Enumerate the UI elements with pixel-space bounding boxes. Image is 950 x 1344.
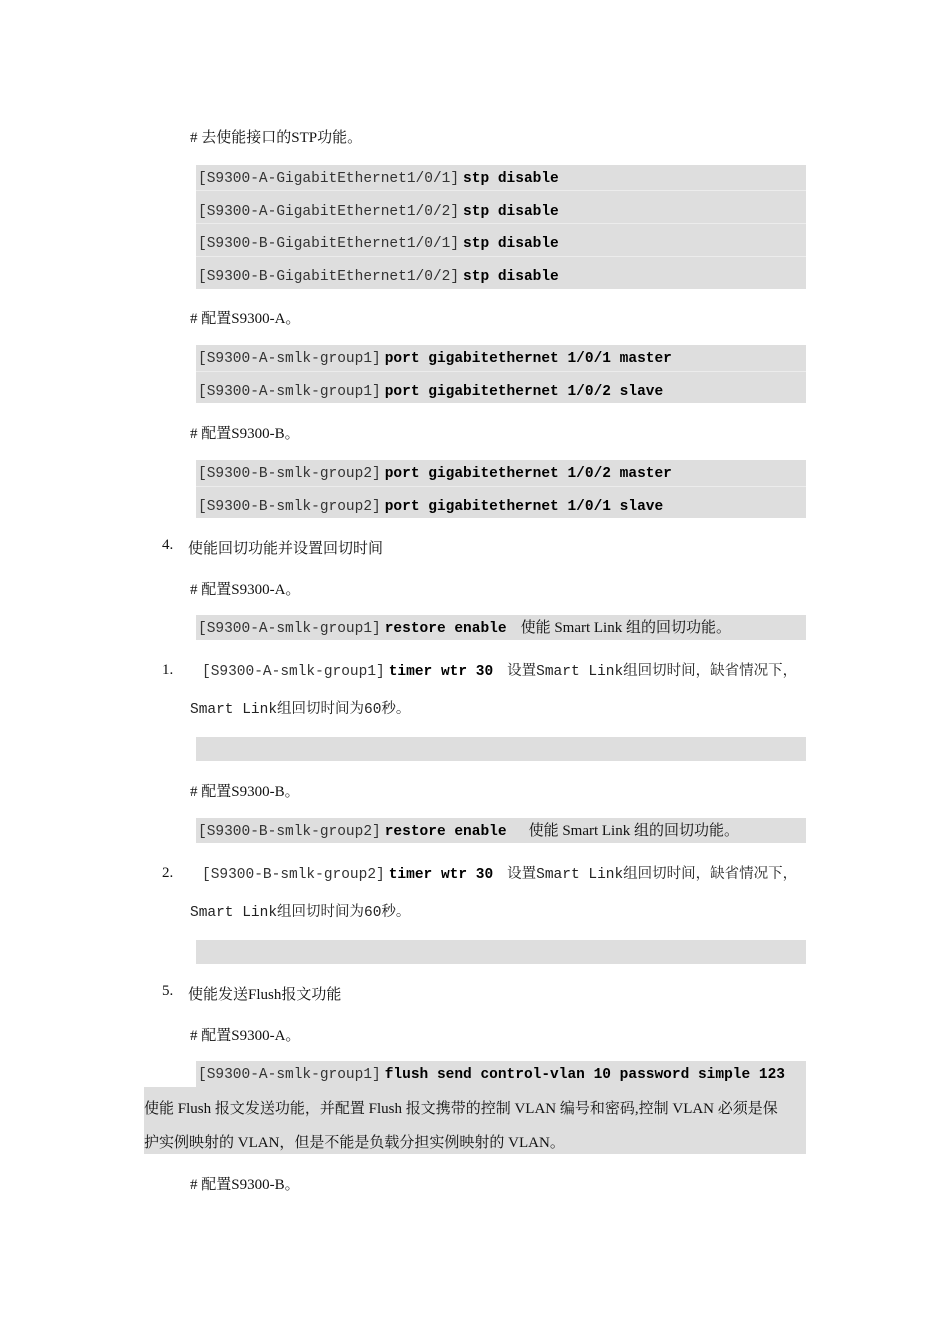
flush-note-line: 使能 Flush 报文发送功能，并配置 Flush 报文携带的控制 VLAN 编号和密码,控制 VLAN 必须是保 bbox=[144, 1101, 778, 1117]
config-a-heading: # 配置S9300-A。 bbox=[190, 311, 301, 327]
code-line bbox=[198, 494, 663, 518]
timer-note-continued: Smart Link组回切时间为60秒。 bbox=[190, 905, 411, 921]
code-divider bbox=[196, 190, 806, 191]
step-title: 使能发送Flush报文功能 bbox=[188, 987, 342, 1003]
code-comment: 设置Smart Link组回切时间，缺省情况下， bbox=[507, 664, 798, 680]
code-line bbox=[198, 166, 559, 190]
code-command: port gigabitethernet 1/0/1 master bbox=[384, 351, 672, 367]
code-comment: 使能 Smart Link 组的回切功能。 bbox=[520, 620, 731, 636]
step-title: 使能回切功能并设置回切时间 bbox=[188, 541, 384, 557]
empty-code-block bbox=[196, 737, 806, 761]
code-command: stp disable bbox=[463, 236, 559, 252]
code-command: timer wtr 30 bbox=[388, 664, 494, 680]
config-b-heading: # 配置S9300-B。 bbox=[190, 1177, 300, 1193]
empty-code-block bbox=[196, 940, 806, 964]
code-prompt: [S9300-A-smlk-group1] bbox=[198, 1067, 381, 1083]
code-comment: 使能 Smart Link 组的回切功能。 bbox=[528, 823, 739, 839]
stp-heading: # 去使能接口的STP功能。 bbox=[190, 130, 363, 146]
code-command: timer wtr 30 bbox=[388, 867, 494, 883]
code-command: port gigabitethernet 1/0/1 slave bbox=[384, 499, 664, 515]
config-b-heading: # 配置S9300-B。 bbox=[190, 784, 300, 800]
code-command: restore enable bbox=[384, 621, 507, 637]
config-a-heading: # 配置S9300-A。 bbox=[190, 582, 301, 598]
code-divider bbox=[196, 223, 806, 224]
list-number: 1. bbox=[162, 662, 174, 678]
code-prompt: [S9300-A-GigabitEthernet1/0/2] bbox=[198, 204, 460, 220]
config-b-heading: # 配置S9300-B。 bbox=[190, 426, 300, 442]
code-divider bbox=[196, 256, 806, 257]
code-line bbox=[202, 862, 797, 886]
flush-note-line: 护实例映射的 VLAN，但是不能是负载分担实例映射的 VLAN。 bbox=[144, 1135, 565, 1151]
code-line bbox=[198, 819, 739, 843]
list-number: 2. bbox=[162, 865, 174, 881]
code-prompt: [S9300-B-GigabitEthernet1/0/2] bbox=[198, 269, 460, 285]
code-prompt: [S9300-B-GigabitEthernet1/0/1] bbox=[198, 236, 460, 252]
code-divider bbox=[196, 486, 806, 487]
code-line bbox=[198, 231, 559, 255]
code-line bbox=[198, 199, 559, 223]
code-line bbox=[198, 1062, 785, 1086]
code-command: restore enable bbox=[384, 824, 507, 840]
code-prompt: [S9300-B-smlk-group2] bbox=[202, 867, 385, 883]
code-prompt: [S9300-A-smlk-group1] bbox=[198, 384, 381, 400]
code-command: stp disable bbox=[463, 171, 559, 187]
code-command: stp disable bbox=[463, 269, 559, 285]
code-prompt: [S9300-B-smlk-group2] bbox=[198, 466, 381, 482]
code-prompt: [S9300-A-smlk-group1] bbox=[202, 664, 385, 680]
timer-note-continued: Smart Link组回切时间为60秒。 bbox=[190, 702, 411, 718]
code-command: port gigabitethernet 1/0/2 slave bbox=[384, 384, 664, 400]
code-divider bbox=[196, 371, 806, 372]
code-command: flush send control-vlan 10 password simple 123 bbox=[384, 1067, 785, 1083]
code-prompt: [S9300-B-smlk-group2] bbox=[198, 824, 381, 840]
code-prompt: [S9300-A-smlk-group1] bbox=[198, 351, 381, 367]
step-number: 5. bbox=[162, 983, 174, 999]
code-prompt: [S9300-B-smlk-group2] bbox=[198, 499, 381, 515]
code-line bbox=[198, 264, 559, 288]
code-prompt: [S9300-A-smlk-group1] bbox=[198, 621, 381, 637]
code-line bbox=[202, 659, 797, 683]
code-command: port gigabitethernet 1/0/2 master bbox=[384, 466, 672, 482]
code-line bbox=[198, 379, 663, 403]
code-command: stp disable bbox=[463, 204, 559, 220]
code-comment: 设置Smart Link组回切时间，缺省情况下， bbox=[507, 867, 798, 883]
step-number: 4. bbox=[162, 537, 174, 553]
code-line bbox=[198, 346, 672, 370]
code-prompt: [S9300-A-GigabitEthernet1/0/1] bbox=[198, 171, 460, 187]
code-line bbox=[198, 616, 731, 640]
config-a-heading: # 配置S9300-A。 bbox=[190, 1028, 301, 1044]
code-line bbox=[198, 461, 672, 485]
